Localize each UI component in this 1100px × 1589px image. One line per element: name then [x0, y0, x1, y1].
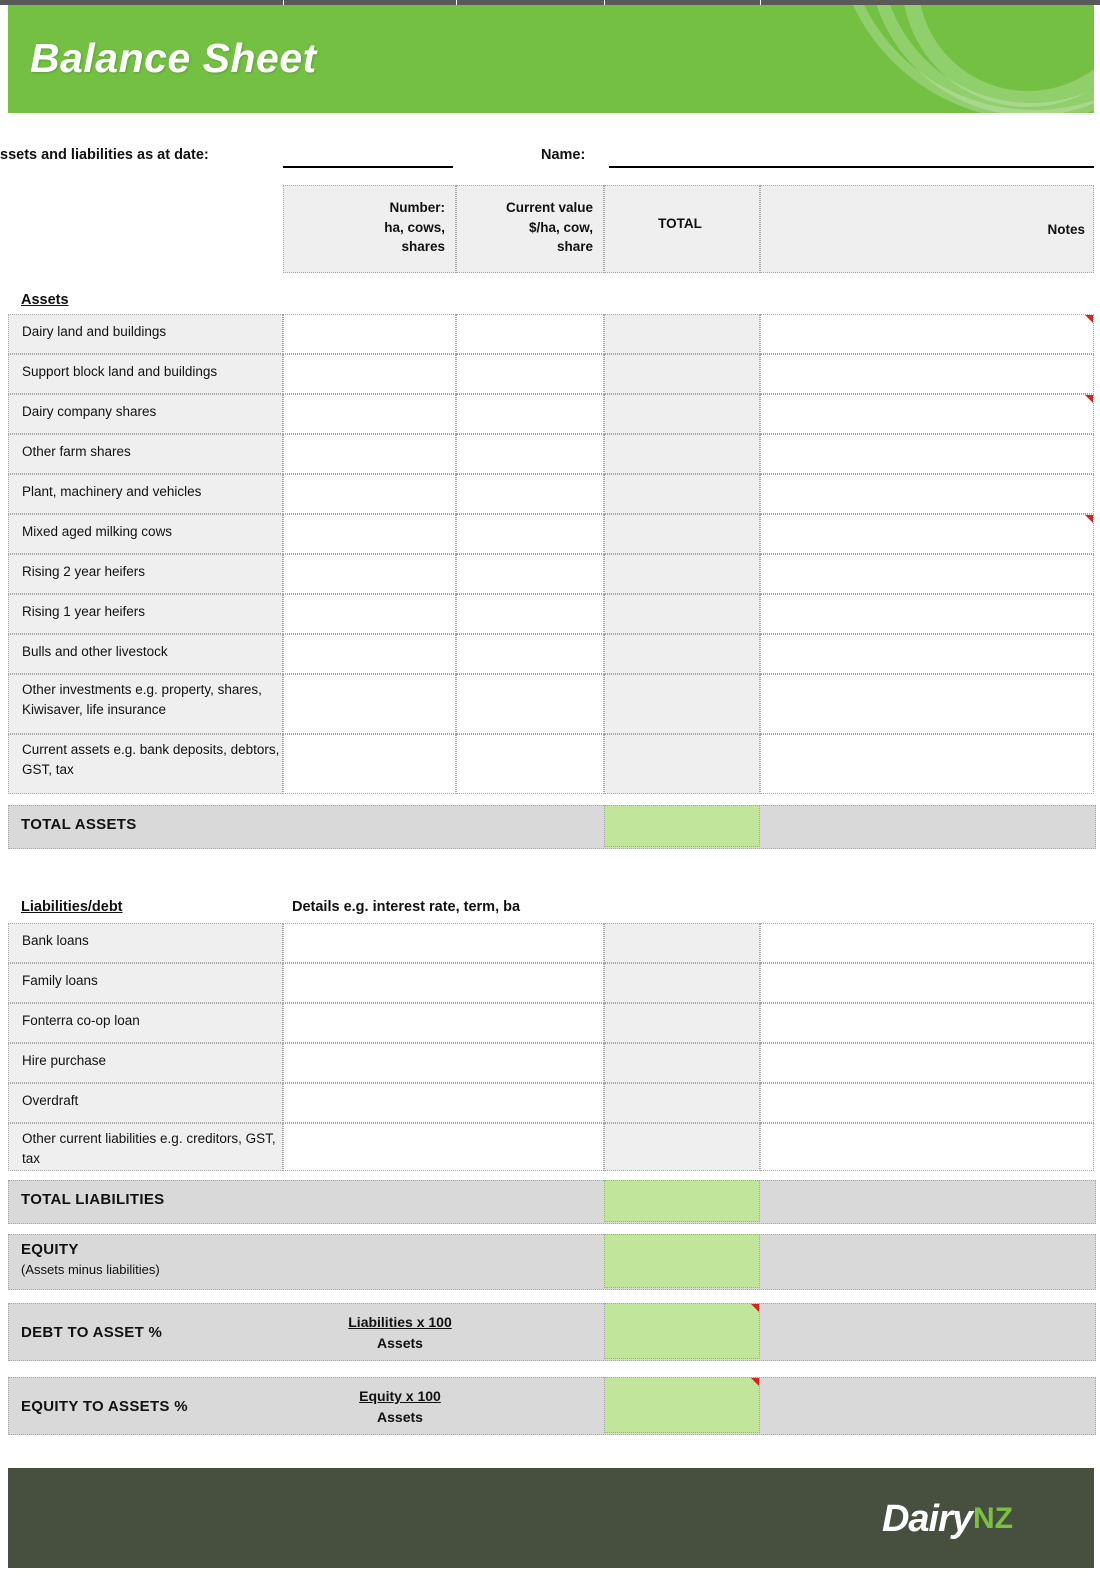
cell-number-input[interactable] [283, 474, 456, 514]
cell-value-input[interactable] [456, 514, 604, 554]
comment-flag-icon [1085, 315, 1093, 323]
row-label: Dairy land and buildings [8, 314, 283, 354]
equity-to-assets-denominator: Assets [377, 1409, 423, 1425]
total-assets-band [8, 805, 1096, 849]
table-row [0, 1003, 1100, 1043]
cell-notes-input[interactable] [760, 434, 1094, 474]
row-label: Bulls and other livestock [8, 634, 283, 674]
name-input-rule[interactable] [609, 166, 1094, 168]
table-row [0, 1123, 1100, 1171]
cell-total [604, 314, 760, 354]
equity-row [0, 1234, 1100, 1288]
liabilities-details-heading: Details e.g. interest rate, term, ba [292, 899, 521, 915]
cell-value-input[interactable] [456, 434, 604, 474]
total-assets-value[interactable] [604, 805, 760, 847]
date-input-rule[interactable] [283, 166, 453, 168]
col-header-value-line1: Current value [505, 200, 593, 215]
cell-number-input[interactable] [283, 634, 456, 674]
debt-to-asset-formula [285, 1312, 515, 1354]
cell-number-input[interactable] [283, 514, 456, 554]
col-header-number-line1: Number: [389, 200, 445, 215]
row-label: Overdraft [8, 1083, 283, 1123]
cell-number-input[interactable] [283, 734, 456, 794]
col-header-number-line2: ha, cows, [384, 219, 445, 235]
table-row [0, 1043, 1100, 1083]
debt-to-asset-row [0, 1303, 1100, 1359]
table-row [0, 594, 1100, 634]
page-banner [8, 5, 1094, 113]
row-label: Plant, machinery and vehicles [8, 474, 283, 514]
table-row [0, 314, 1100, 354]
cell-details-input[interactable] [283, 1123, 604, 1171]
total-liabilities-label: TOTAL LIABILITIES [21, 1191, 165, 1208]
page-title: Balance Sheet [30, 35, 317, 81]
row-label: Dairy company shares [8, 394, 283, 434]
row-label: Support block land and buildings [8, 354, 283, 394]
row-label: Fonterra co-op loan [8, 1003, 283, 1043]
table-row [0, 554, 1100, 594]
cell-value-input[interactable] [456, 354, 604, 394]
row-label: Rising 1 year heifers [8, 594, 283, 634]
cell-total [604, 434, 760, 474]
row-label: Family loans [8, 963, 283, 1003]
equity-to-assets-row [0, 1377, 1100, 1433]
table-row [0, 354, 1100, 394]
cell-number-input[interactable] [283, 354, 456, 394]
page-footer [8, 1468, 1094, 1568]
total-liabilities-band [8, 1180, 1096, 1224]
cell-value-input[interactable] [456, 554, 604, 594]
table-row [0, 434, 1100, 474]
equity-to-assets-label: EQUITY TO ASSETS % [21, 1398, 188, 1415]
cell-value-input[interactable] [456, 634, 604, 674]
row-label: Mixed aged milking cows [8, 514, 283, 554]
table-row [0, 394, 1100, 434]
cell-total [604, 1003, 760, 1043]
cell-details-input[interactable] [283, 1043, 604, 1083]
cell-details-input[interactable] [283, 963, 604, 1003]
cell-notes-input[interactable] [760, 1123, 1094, 1171]
equity-value[interactable] [604, 1234, 760, 1288]
equity-sublabel: (Assets minus liabilities) [21, 1262, 160, 1277]
debt-to-asset-label: DEBT TO ASSET % [21, 1324, 163, 1341]
cell-total [604, 1123, 760, 1171]
cell-details-input[interactable] [283, 1003, 604, 1043]
row-label: Bank loans [8, 923, 283, 963]
cell-total [604, 594, 760, 634]
logo-swoosh-icon [1018, 1496, 1064, 1542]
cell-total [604, 734, 760, 794]
col-header-notes: Notes [760, 185, 1094, 273]
cell-number-input[interactable] [283, 434, 456, 474]
cell-notes-input[interactable] [760, 674, 1094, 734]
equity-to-assets-value[interactable] [604, 1377, 760, 1433]
table-row [0, 674, 1100, 734]
cell-total [604, 923, 760, 963]
comment-flag-icon [1085, 395, 1093, 403]
meta-row [0, 140, 1100, 172]
col-header-value-line3: share [556, 239, 593, 255]
date-label: ssets and liabilities as at date: [0, 147, 209, 163]
col-header-number-line3: shares [401, 239, 445, 255]
total-assets-row [0, 805, 1100, 847]
equity-band [8, 1234, 1096, 1290]
row-label: Other farm shares [8, 434, 283, 474]
table-row [0, 963, 1100, 1003]
comment-flag-icon [751, 1304, 759, 1312]
cell-total [604, 514, 760, 554]
logo-secondary-text: NZ [973, 1502, 1013, 1535]
assets-heading: Assets [21, 292, 69, 308]
col-header-current-value [456, 185, 604, 273]
cell-notes-input[interactable] [760, 1003, 1094, 1043]
comment-flag-icon [1085, 515, 1093, 523]
table-row [0, 1083, 1100, 1123]
cell-number-input[interactable] [283, 674, 456, 734]
logo-primary-text: Dairy [881, 1498, 972, 1540]
total-liabilities-row [0, 1180, 1100, 1222]
cell-notes-input[interactable] [760, 474, 1094, 514]
cell-total [604, 474, 760, 514]
cell-notes-input[interactable] [760, 734, 1094, 794]
row-label: Hire purchase [8, 1043, 283, 1083]
col-header-total: TOTAL [604, 185, 760, 273]
table-row [0, 734, 1100, 794]
debt-to-asset-value[interactable] [604, 1303, 760, 1359]
cell-notes-input[interactable] [760, 554, 1094, 594]
table-row [0, 634, 1100, 674]
equity-to-assets-numerator: Equity x 100 [359, 1388, 441, 1404]
cell-total [604, 394, 760, 434]
cell-notes-input[interactable] [760, 514, 1094, 554]
cell-total [604, 554, 760, 594]
cell-details-input[interactable] [283, 1083, 604, 1123]
cell-number-input[interactable] [283, 554, 456, 594]
cell-notes-input[interactable] [760, 634, 1094, 674]
name-label: Name: [541, 147, 586, 163]
cell-notes-input[interactable] [760, 963, 1094, 1003]
row-label: Other investments e.g. property, shares, Kiwisaver, life insurance [8, 674, 283, 734]
cell-value-input[interactable] [456, 474, 604, 514]
table-row [0, 474, 1100, 514]
total-assets-label: TOTAL ASSETS [21, 816, 137, 833]
cell-value-input[interactable] [456, 594, 604, 634]
cell-value-input[interactable] [456, 394, 604, 434]
cell-total [604, 634, 760, 674]
row-label: Other current liabilities e.g. creditors, GST, tax [8, 1123, 283, 1171]
row-label: Current assets e.g. bank deposits, debtors, GST, tax [8, 734, 283, 794]
table-row [0, 514, 1100, 554]
cell-total [604, 1043, 760, 1083]
column-header-row [0, 185, 1100, 273]
cell-number-input[interactable] [283, 594, 456, 634]
debt-to-asset-numerator: Liabilities x 100 [348, 1314, 452, 1330]
liabilities-heading: Liabilities/debt [21, 899, 123, 915]
equity-to-assets-formula [285, 1386, 515, 1428]
col-header-number [283, 185, 456, 273]
cell-number-input[interactable] [283, 394, 456, 434]
debt-to-asset-denominator: Assets [377, 1335, 423, 1351]
cell-value-input[interactable] [456, 674, 604, 734]
cell-number-input[interactable] [283, 314, 456, 354]
cell-details-input[interactable] [283, 923, 604, 963]
cell-notes-input[interactable] [760, 394, 1094, 434]
dairynz-logo [882, 1496, 1064, 1542]
cell-value-input[interactable] [456, 314, 604, 354]
cell-total [604, 963, 760, 1003]
equity-label: EQUITY [21, 1241, 79, 1258]
cell-notes-input[interactable] [760, 314, 1094, 354]
cell-notes-input[interactable] [760, 354, 1094, 394]
total-liabilities-value[interactable] [604, 1180, 760, 1222]
cell-notes-input[interactable] [760, 1043, 1094, 1083]
cell-total [604, 674, 760, 734]
debt-to-asset-band [8, 1303, 1096, 1361]
table-row [0, 923, 1100, 963]
cell-total [604, 1083, 760, 1123]
cell-notes-input[interactable] [760, 1083, 1094, 1123]
cell-notes-input[interactable] [760, 923, 1094, 963]
cell-total [604, 354, 760, 394]
comment-flag-icon [751, 1378, 759, 1386]
cell-value-input[interactable] [456, 734, 604, 794]
col-header-value-line2: $/ha, cow, [528, 219, 593, 235]
cell-notes-input[interactable] [760, 594, 1094, 634]
row-label: Rising 2 year heifers [8, 554, 283, 594]
